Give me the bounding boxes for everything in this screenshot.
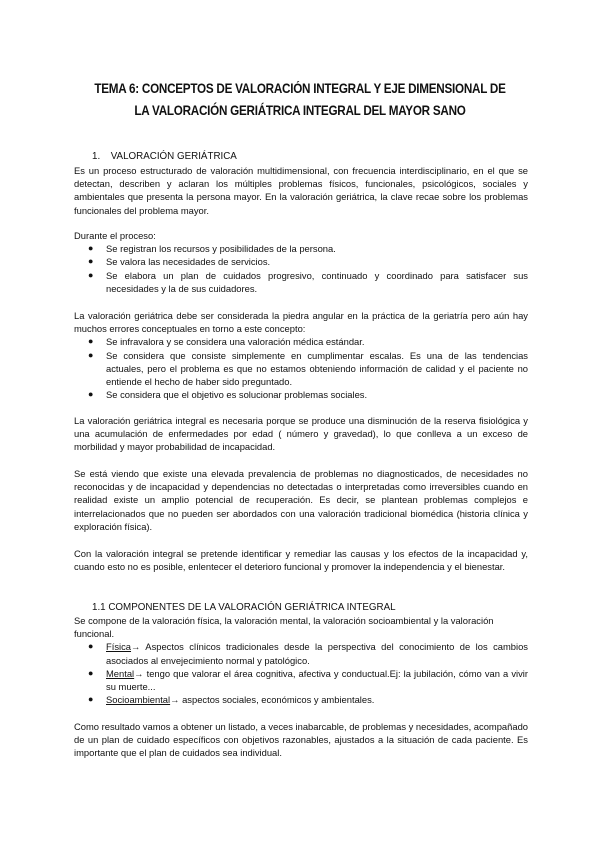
bullet-icon: ●: [88, 389, 94, 400]
goal-paragraph: Con la valoración integral se pretende identificar y remediar las causas y los efectos de la incapacidad y, cuando esto no es posible, enlentecer el deterioro funcional y promover la independencia y el bienestar.: [74, 548, 528, 573]
arrow-icon: →: [134, 667, 144, 679]
bullet-icon: ●: [88, 349, 94, 360]
errors-intro: La valoración geriátrica debe ser considerada la piedra angular en la práctica de la geriatría pero aún hay muchos errores conceptuales en torno a este concepto:: [74, 310, 528, 335]
bullet-icon: ●: [88, 641, 94, 652]
closing-paragraph: Como resultado vamos a obtener un listado, a veces inabarcable, de problemas y necesidades, acompañado de un plan de cuidado específicos con objetivos razonables, ajustados a la situación de cada paciente. Es importante que el plan de cuidados sea individual.: [74, 721, 528, 759]
list-item: ● Se elabora un plan de cuidados progresivo, continuado y coordinado para satisfacer sus necesidades y la de sus cuidadores.: [88, 269, 528, 294]
section-number: 1.: [92, 151, 101, 162]
term-mental: Mental: [106, 667, 135, 679]
bullet-icon: ●: [88, 694, 94, 705]
components-intro: Se compone de la valoración física, la valoración mental, la valoración socioambiental y la valoración funcional.: [74, 615, 494, 640]
list-item: ● Se valora las necesidades de servicios.: [88, 256, 271, 268]
list-item: ● Se infravalora y se considera una valoración médica estándar.: [88, 336, 365, 348]
list-item: ● Socioambiental→ aspectos sociales, económicos y ambientales.: [88, 694, 375, 706]
arrow-icon: →: [170, 694, 180, 706]
section-heading: [92, 150, 237, 163]
errors-block: [74, 309, 528, 401]
section-title: VALORACIÓN GERIÁTRICA: [110, 151, 237, 162]
process-label: Durante el proceso:: [74, 230, 156, 241]
section-intro-paragraph: Es un proceso estructurado de valoración multidimensional, con frecuencia interdisciplinario, en el que se detectan, describen y aclaran los múltiples problemas físicos, funcionales, psicológicos, sociales y ambientales que presenta la persona mayor. En la valoración geriátrica, la clave recae sobre los problemas funcionales del problema mayor.: [74, 165, 528, 216]
list-item: ● Mental→ tengo que valorar el área cognitiva, afectiva y conductual.Ej: la jubilación, cómo van a vivir su muerte...: [88, 667, 528, 693]
subsection-heading: 1.1 COMPONENTES DE LA VALORACIÓN GERIÁTRICA INTEGRAL: [92, 602, 396, 613]
arrow-icon: →: [131, 641, 141, 653]
components-block: [74, 614, 528, 706]
bullet-icon: ●: [88, 336, 94, 347]
term-fisica: Física: [106, 641, 132, 653]
process-list: [74, 242, 528, 295]
bullet-icon: ●: [88, 256, 94, 267]
page-title: TEMA 6: CONCEPTOS DE VALORACIÓN INTEGRAL Y EJE DIMENSIONAL DE LA VALORACIÓN GERIÁTRICA INTEGRAL DEL MAYOR SANO: [94, 81, 506, 118]
process-block: [74, 229, 528, 295]
necessity-paragraph: La valoración geriátrica integral es necesaria porque se produce una disminución de la reserva fisiológica y una acumulación de enfermedades por edad ( número y gravedad), lo que conlleva a un exceso de morbilidad y mayor probabilidad de incapacidad.: [74, 415, 528, 453]
list-item: ● Se registran los recursos y posibilidades de la persona.: [88, 243, 336, 255]
term-socioambiental: Socioambiental: [106, 694, 171, 706]
list-item: ● Se considera que el objetivo es solucionar problemas sociales.: [88, 389, 368, 401]
list-item: ● Física→ Aspectos clínicos tradicionales desde la perspectiva del conocimiento de los cambios asociados al envejecimiento normal y patológico.: [88, 641, 528, 666]
bullet-icon: ●: [88, 243, 94, 254]
list-item: ● Se considera que consiste simplemente en cumplimentar escalas. Es una de las tendencias actuales, pero el problema es que no estamos obteniendo información de calidad y el paciente no entiende el hecho de haber sido preguntado.: [88, 349, 528, 388]
errors-list: [74, 335, 528, 401]
components-list: [74, 640, 528, 706]
bullet-icon: ●: [88, 269, 94, 280]
bullet-icon: ●: [88, 667, 94, 678]
prevalence-paragraph: Se está viendo que existe una elevada prevalencia de problemas no diagnosticados, de necesidades no reconocidas y de incapacidad y dependencias no detectadas o interpretadas como irreversibles cuando en realidad existe un amplio potencial de recuperación. Es decir, se plantean problemas complejos e interrelacionados que no pueden ser abordados con una valoración tradicional biomédica (historia clínica y exploración física).: [74, 468, 528, 532]
